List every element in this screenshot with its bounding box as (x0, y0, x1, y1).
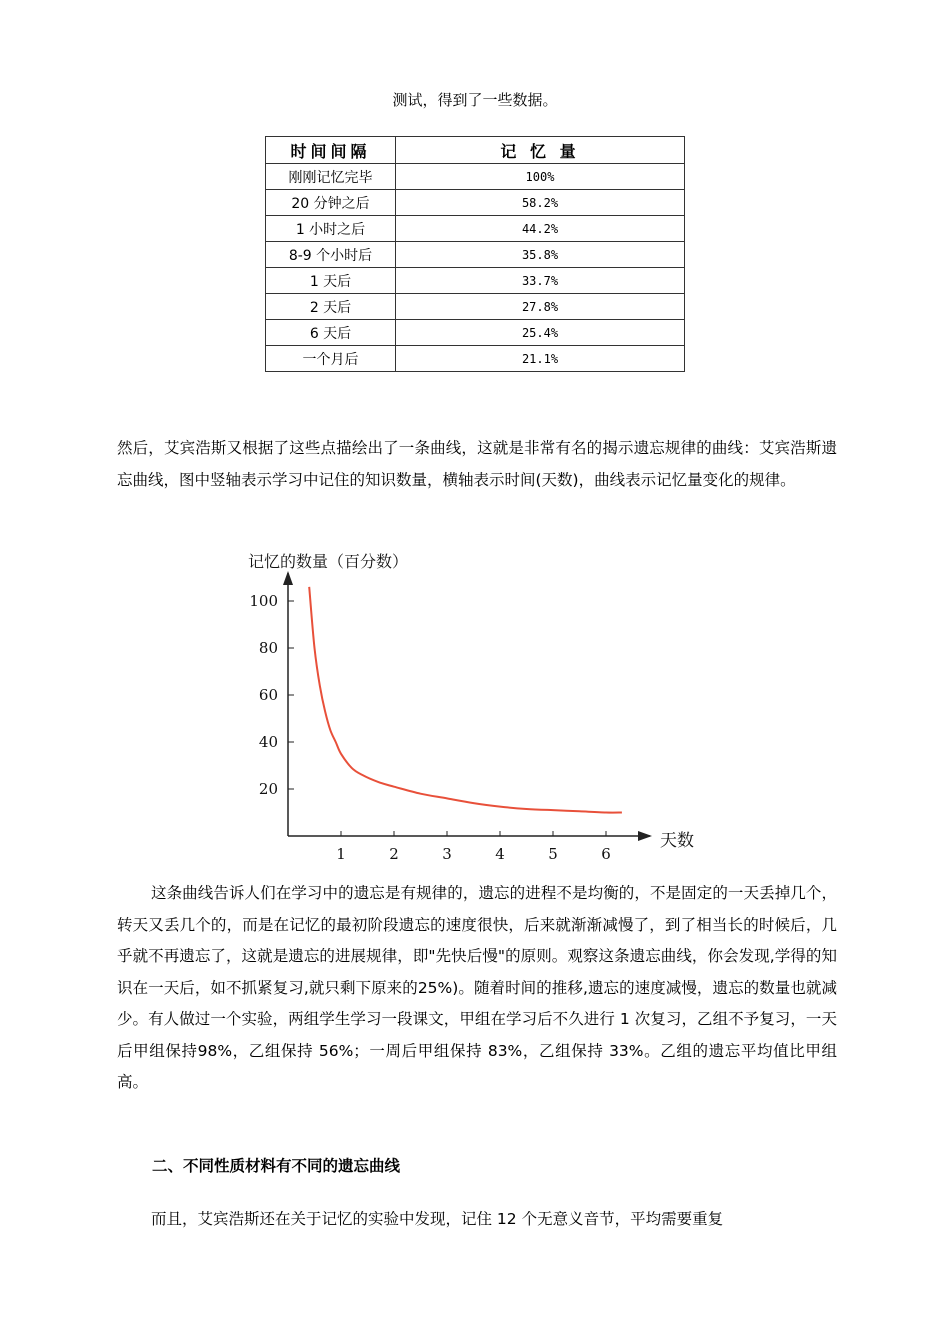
table-cell-time: 1 天后 (266, 268, 396, 294)
x-axis-arrow (638, 831, 652, 841)
x-tick-label: 4 (495, 845, 505, 863)
table-cell-time: 一个月后 (266, 346, 396, 372)
table-cell-amount: 25.4% (396, 320, 685, 346)
intro-line: 测试，得到了一些数据。 (392, 91, 558, 109)
table-cell-time: 20 分钟之后 (266, 190, 396, 216)
table-cell-time: 2 天后 (266, 294, 396, 320)
table-row (266, 268, 685, 294)
table-cell-amount: 100% (396, 164, 685, 190)
table-row (266, 190, 685, 216)
y-axis-arrow (283, 571, 293, 585)
table-cell-amount: 44.2% (396, 216, 685, 242)
x-tick-label: 3 (442, 845, 452, 863)
table-header-amount: 记 忆 量 (396, 137, 685, 164)
table-cell-time: 1 小时之后 (266, 216, 396, 242)
y-tick-label: 100 (249, 592, 278, 610)
x-tick-label: 2 (389, 845, 399, 863)
memory-retention-table (265, 136, 685, 372)
x-tick-label: 6 (601, 845, 611, 863)
table-cell-time: 刚刚记忆完毕 (266, 164, 396, 190)
x-tick-label: 1 (336, 845, 346, 863)
y-tick-label: 80 (258, 639, 278, 657)
forgetting-curve-line (309, 587, 622, 813)
x-axis-label: 天数 (660, 831, 694, 851)
forgetting-curve-chart (240, 545, 710, 865)
table-cell-amount: 27.8% (396, 294, 685, 320)
paragraph-curve-explanation: 这条曲线告诉人们在学习中的遗忘是有规律的，遗忘的进程不是均衡的，不是固定的一天丢掉几个，转天又丢几个的，而是在记忆的最初阶段遗忘的速度很快，后来就渐渐减慢了，到了相当长的时候后，几乎就不再遗忘了，这就是遗忘的进展规律，即"先快后慢"的原则。观察这条遗忘曲线，你会发现,学得的知识在一天后，如不抓紧复习,就只剩下原来的25%)。随着时间的推移,遗忘的速度减慢，遗忘的数量也就减少。有人做过一个实验，两组学生学习一段课文，甲组在学习后不久进行 1 次复习，乙组不予复习，一天后甲组保持98%，乙组保持 56%；一周后甲组保持 83%，乙组保持 33%。乙组的遗忘平均值比甲组高。 (117, 884, 837, 1091)
paragraph-material-types: 而且，艾宾浩斯还在关于记忆的实验中发现，记住 12 个无意义音节，平均需要重复 (151, 1210, 724, 1228)
y-tick-label: 60 (258, 686, 278, 704)
table-cell-amount: 21.1% (396, 346, 685, 372)
table-row (266, 164, 685, 190)
table-row (266, 346, 685, 372)
y-tick-label: 20 (258, 780, 278, 798)
table-header-row (266, 137, 685, 164)
section-heading: 二、不同性质材料有不同的遗忘曲线 (152, 1157, 401, 1175)
table-cell-time: 8-9 个小时后 (266, 242, 396, 268)
table-cell-amount: 33.7% (396, 268, 685, 294)
table-row (266, 294, 685, 320)
table-cell-amount: 58.2% (396, 190, 685, 216)
chart-axes (283, 571, 652, 841)
table-cell-amount: 35.8% (396, 242, 685, 268)
paragraph-curve-intro: 然后，艾宾浩斯又根据了这些点描绘出了一条曲线，这就是非常有名的揭示遗忘规律的曲线：艾宾浩斯遗忘曲线，图中竖轴表示学习中记住的知识数量，横轴表示时间(天数)，曲线表示记忆量变化的规律。 (117, 439, 837, 489)
x-tick-label: 5 (548, 845, 558, 863)
table-row (266, 242, 685, 268)
table-cell-time: 6 天后 (266, 320, 396, 346)
table-row (266, 216, 685, 242)
table-header-time: 时间间隔 (266, 137, 396, 164)
table-row (266, 320, 685, 346)
y-tick-label: 40 (258, 733, 278, 751)
y-axis-label: 记忆的数量（百分数） (248, 552, 409, 571)
